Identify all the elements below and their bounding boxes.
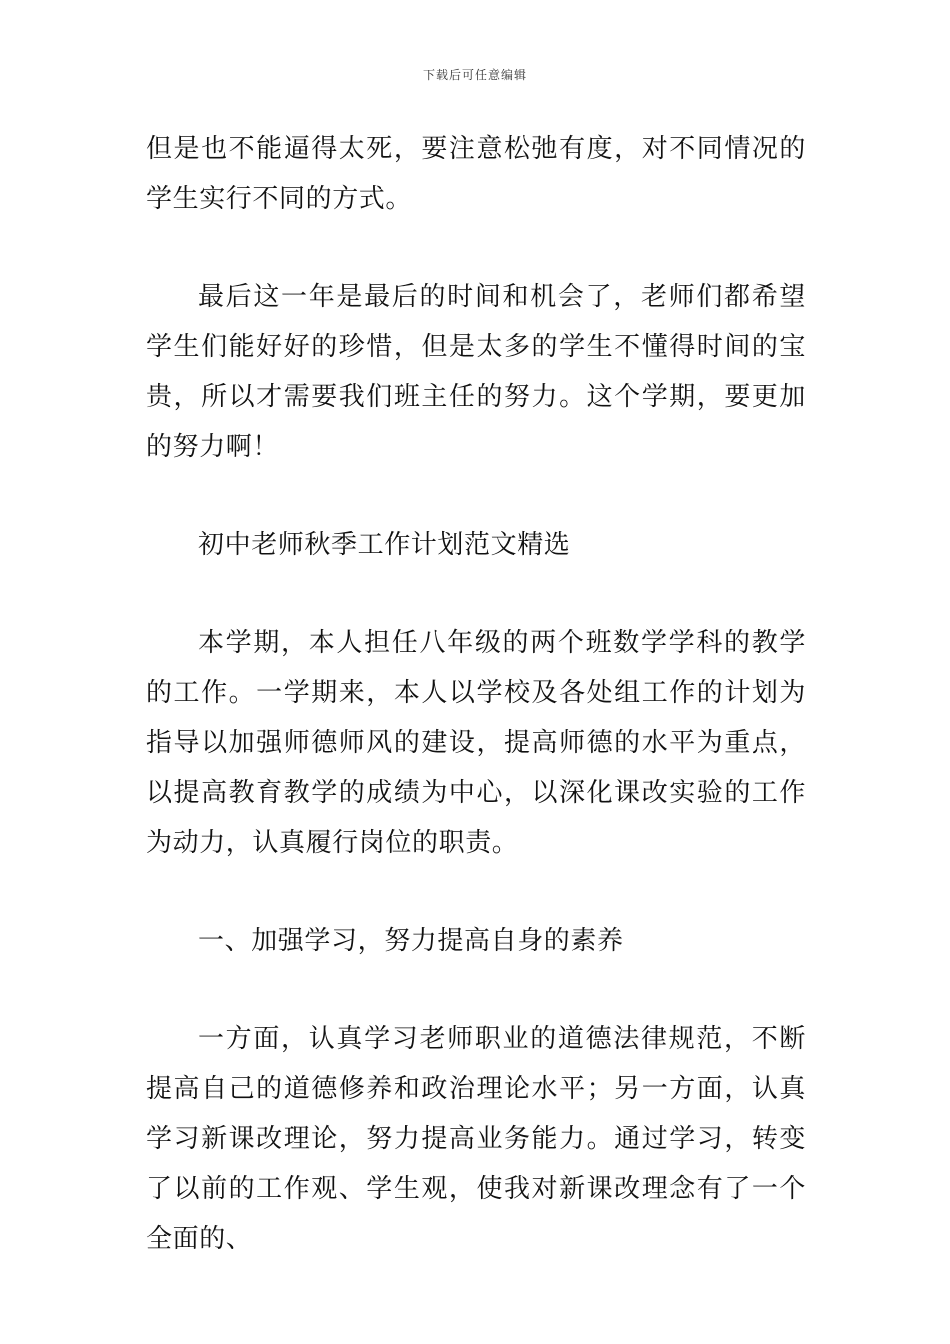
paragraph-gap [146,224,806,272]
paragraph-gap [146,966,806,1014]
paragraph-gap [146,868,806,916]
subsection-heading: 一、加强学习，努力提高自身的素养 [198,926,624,956]
document-body [146,124,806,1264]
paragraph-gap [146,472,806,520]
page-header: 下载后可任意编辑 [422,68,527,82]
paragraph-gap [146,570,806,618]
section-title: 初中老师秋季工作计划范文精选 [198,530,571,560]
paragraph-semester-intro: 本学期，本人担任八年级的两个班数学学科的教学的工作。一学期来，本人以学校及各处组工作的计划为指导以加强师德师风的建设，提高师德的水平为重点，以提高教育教学的成绩为中心，以深化课改实验的工作为动力，认真履行岗位的职责。 [146,628,806,858]
paragraph-study: 一方面，认真学习老师职业的道德法律规范，不断提高自己的道德修养和政治理论水平；另一方面，认真学习新课改理论，努力提高业务能力。通过学习，转变了以前的工作观、学生观，使我对新课改理念有了一个全面的、 [146,1024,806,1254]
paragraph-final-year: 最后这一年是最后的时间和机会了，老师们都希望学生们能好好的珍惜，但是太多的学生不懂得时间的宝贵，所以才需要我们班主任的努力。这个学期，要更加的努力啊！ [146,282,806,462]
paragraph-continuation: 但是也不能逼得太死，要注意松弛有度，对不同情况的学生实行不同的方式。 [146,134,806,214]
